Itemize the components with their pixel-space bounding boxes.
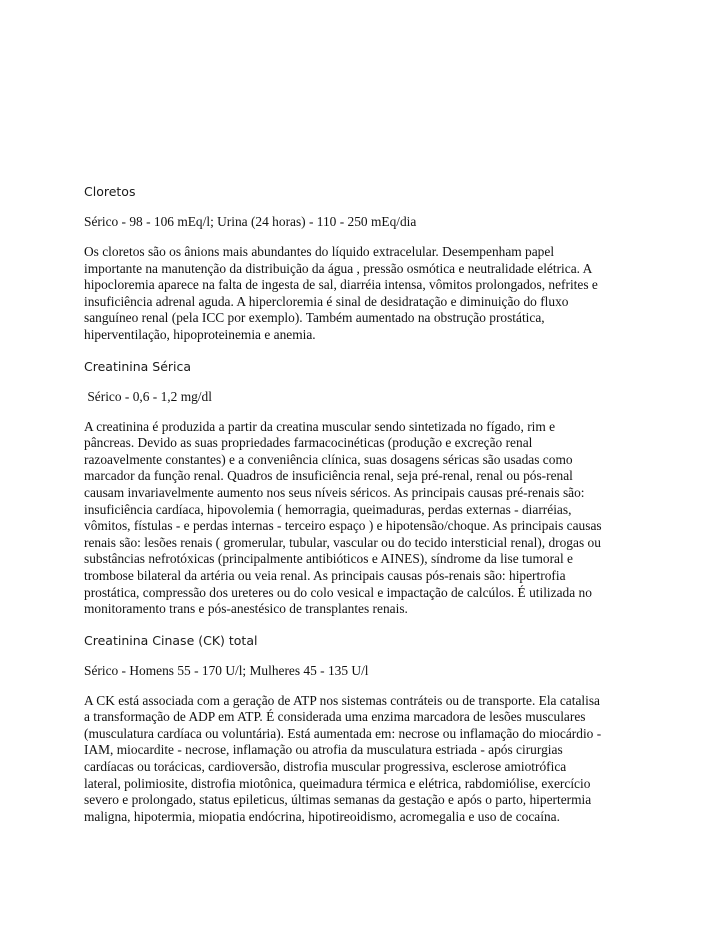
section-creatinina-serica (84, 359, 649, 618)
paragraph-line: insuficiência adrenal aguda. A hipercloremia é sinal de desidratação e diminuição do fluxo (84, 293, 569, 309)
document-body (84, 184, 649, 840)
paragraph-line: hipocloremia aparece na falta de ingesta de sal, diarréia intensa, vômitos prolongados, nefrites e (84, 277, 598, 293)
paragraph-line: maligna, hipotermia, miopatia endócrina, hipotireoidismo, acromegalia e uso de cocaína. (84, 808, 560, 824)
paragraph-line: a transformação de ADP em ATP. É considerada uma enzima marcadora de lesões musculares (84, 709, 586, 725)
section-heading: Creatinina Cinase (CK) total (84, 632, 258, 648)
paragraph-line: cardíacas ou torácicas, cardioversão, distrofia muscular progressiva, esclerose amiotrófica (84, 759, 567, 775)
section-creatinina-cinase (84, 633, 649, 826)
section-cloretos (84, 184, 649, 344)
paragraph-line: IAM, miocardite - necrose, inflamação ou atrofia da musculatura estriada - após cirurgias (84, 742, 563, 758)
section-paragraph (84, 244, 649, 344)
paragraph-line: A CK está associada com a geração de ATP nos sistemas contráteis ou de transporte. Ela catalisa (84, 692, 600, 708)
paragraph-line: lateral, polimiosite, distrofia miotônica, queimadura térmica e elétrica, rabdomiólise, exercício (84, 775, 591, 791)
reference-range: Sérico - 98 - 106 mEq/l; Urina (24 horas) - 110 - 250 mEq/dia (84, 214, 417, 229)
section-paragraph (84, 419, 649, 618)
section-heading: Creatinina Sérica (84, 358, 192, 374)
section-paragraph (84, 693, 649, 826)
paragraph-line: hiperventilação, hipoproteinemia e anemia. (84, 326, 316, 342)
paragraph-line: trombose bilateral da artéria ou veia renal. As principais causas pós-renais são: hipertrofia (84, 567, 566, 583)
paragraph-line: insuficiência cardíaca, hipovolemia ( hemorragia, queimaduras, perdas externas - diarréias, (84, 501, 572, 517)
paragraph-line: pâncreas. Devido as suas propriedades farmacocinéticas (produção e excreção renal (84, 435, 533, 451)
paragraph-line: A creatinina é produzida a partir da creatina muscular sendo sintetizada no fígado, rim e (84, 418, 556, 434)
paragraph-line: causam invariavelmente aumento nos seus níveis séricos. As principais causas pré-renais são: (84, 484, 585, 500)
paragraph-line: (musculatura cardíaca ou voluntária). Está aumentada em: necrose ou inflamação do miocárdio - (84, 725, 602, 741)
paragraph-line: sanguíneo renal (pela ICC por exemplo). Também aumentado na obstrução prostática, (84, 310, 545, 326)
paragraph-line: prostática, compressão dos ureteres ou do colo vesical e impactação de calcúlos. É utilizada no (84, 584, 592, 600)
paragraph-line: monitoramento trans e pós-anestésico de transplantes renais. (84, 601, 408, 617)
reference-range: Sérico - Homens 55 - 170 U/l; Mulheres 45 - 135 U/l (84, 662, 369, 678)
paragraph-line: razoavelmente constantes) e a conveniência clínica, suas dosagens séricas são usadas como (84, 451, 573, 467)
paragraph-line: severo e prolongado, status epileticus, últimas semanas da gestação e após o parto, hipertermia (84, 792, 592, 808)
paragraph-line: importante na manutenção da distribuição da água , pressão osmótica e neutralidade elétrica. A (84, 260, 593, 276)
paragraph-line: renais são: lesões renais ( gromerular, tubular, vascular ou do tecido intersticial renal), drogas ou (84, 534, 601, 550)
paragraph-line: substâncias nefrotóxicas (principalmente antibióticos e AINES), síndrome da lise tumoral e (84, 551, 573, 567)
reference-range: Sérico - 0,6 - 1,2 mg/dl (84, 388, 212, 404)
paragraph-line: vômitos, fístulas - e perdas internas - terceiro espaço ) e hipotensão/choque. As principais causas (84, 518, 602, 534)
paragraph-line: Os cloretos são os ânions mais abundantes do líquido extracelular. Desempenham papel (84, 244, 555, 259)
section-heading: Cloretos (84, 184, 136, 199)
paragraph-line: marcador da função renal. Quadros de insuficiência renal, seja pré-renal, renal ou pós-renal (84, 468, 573, 484)
